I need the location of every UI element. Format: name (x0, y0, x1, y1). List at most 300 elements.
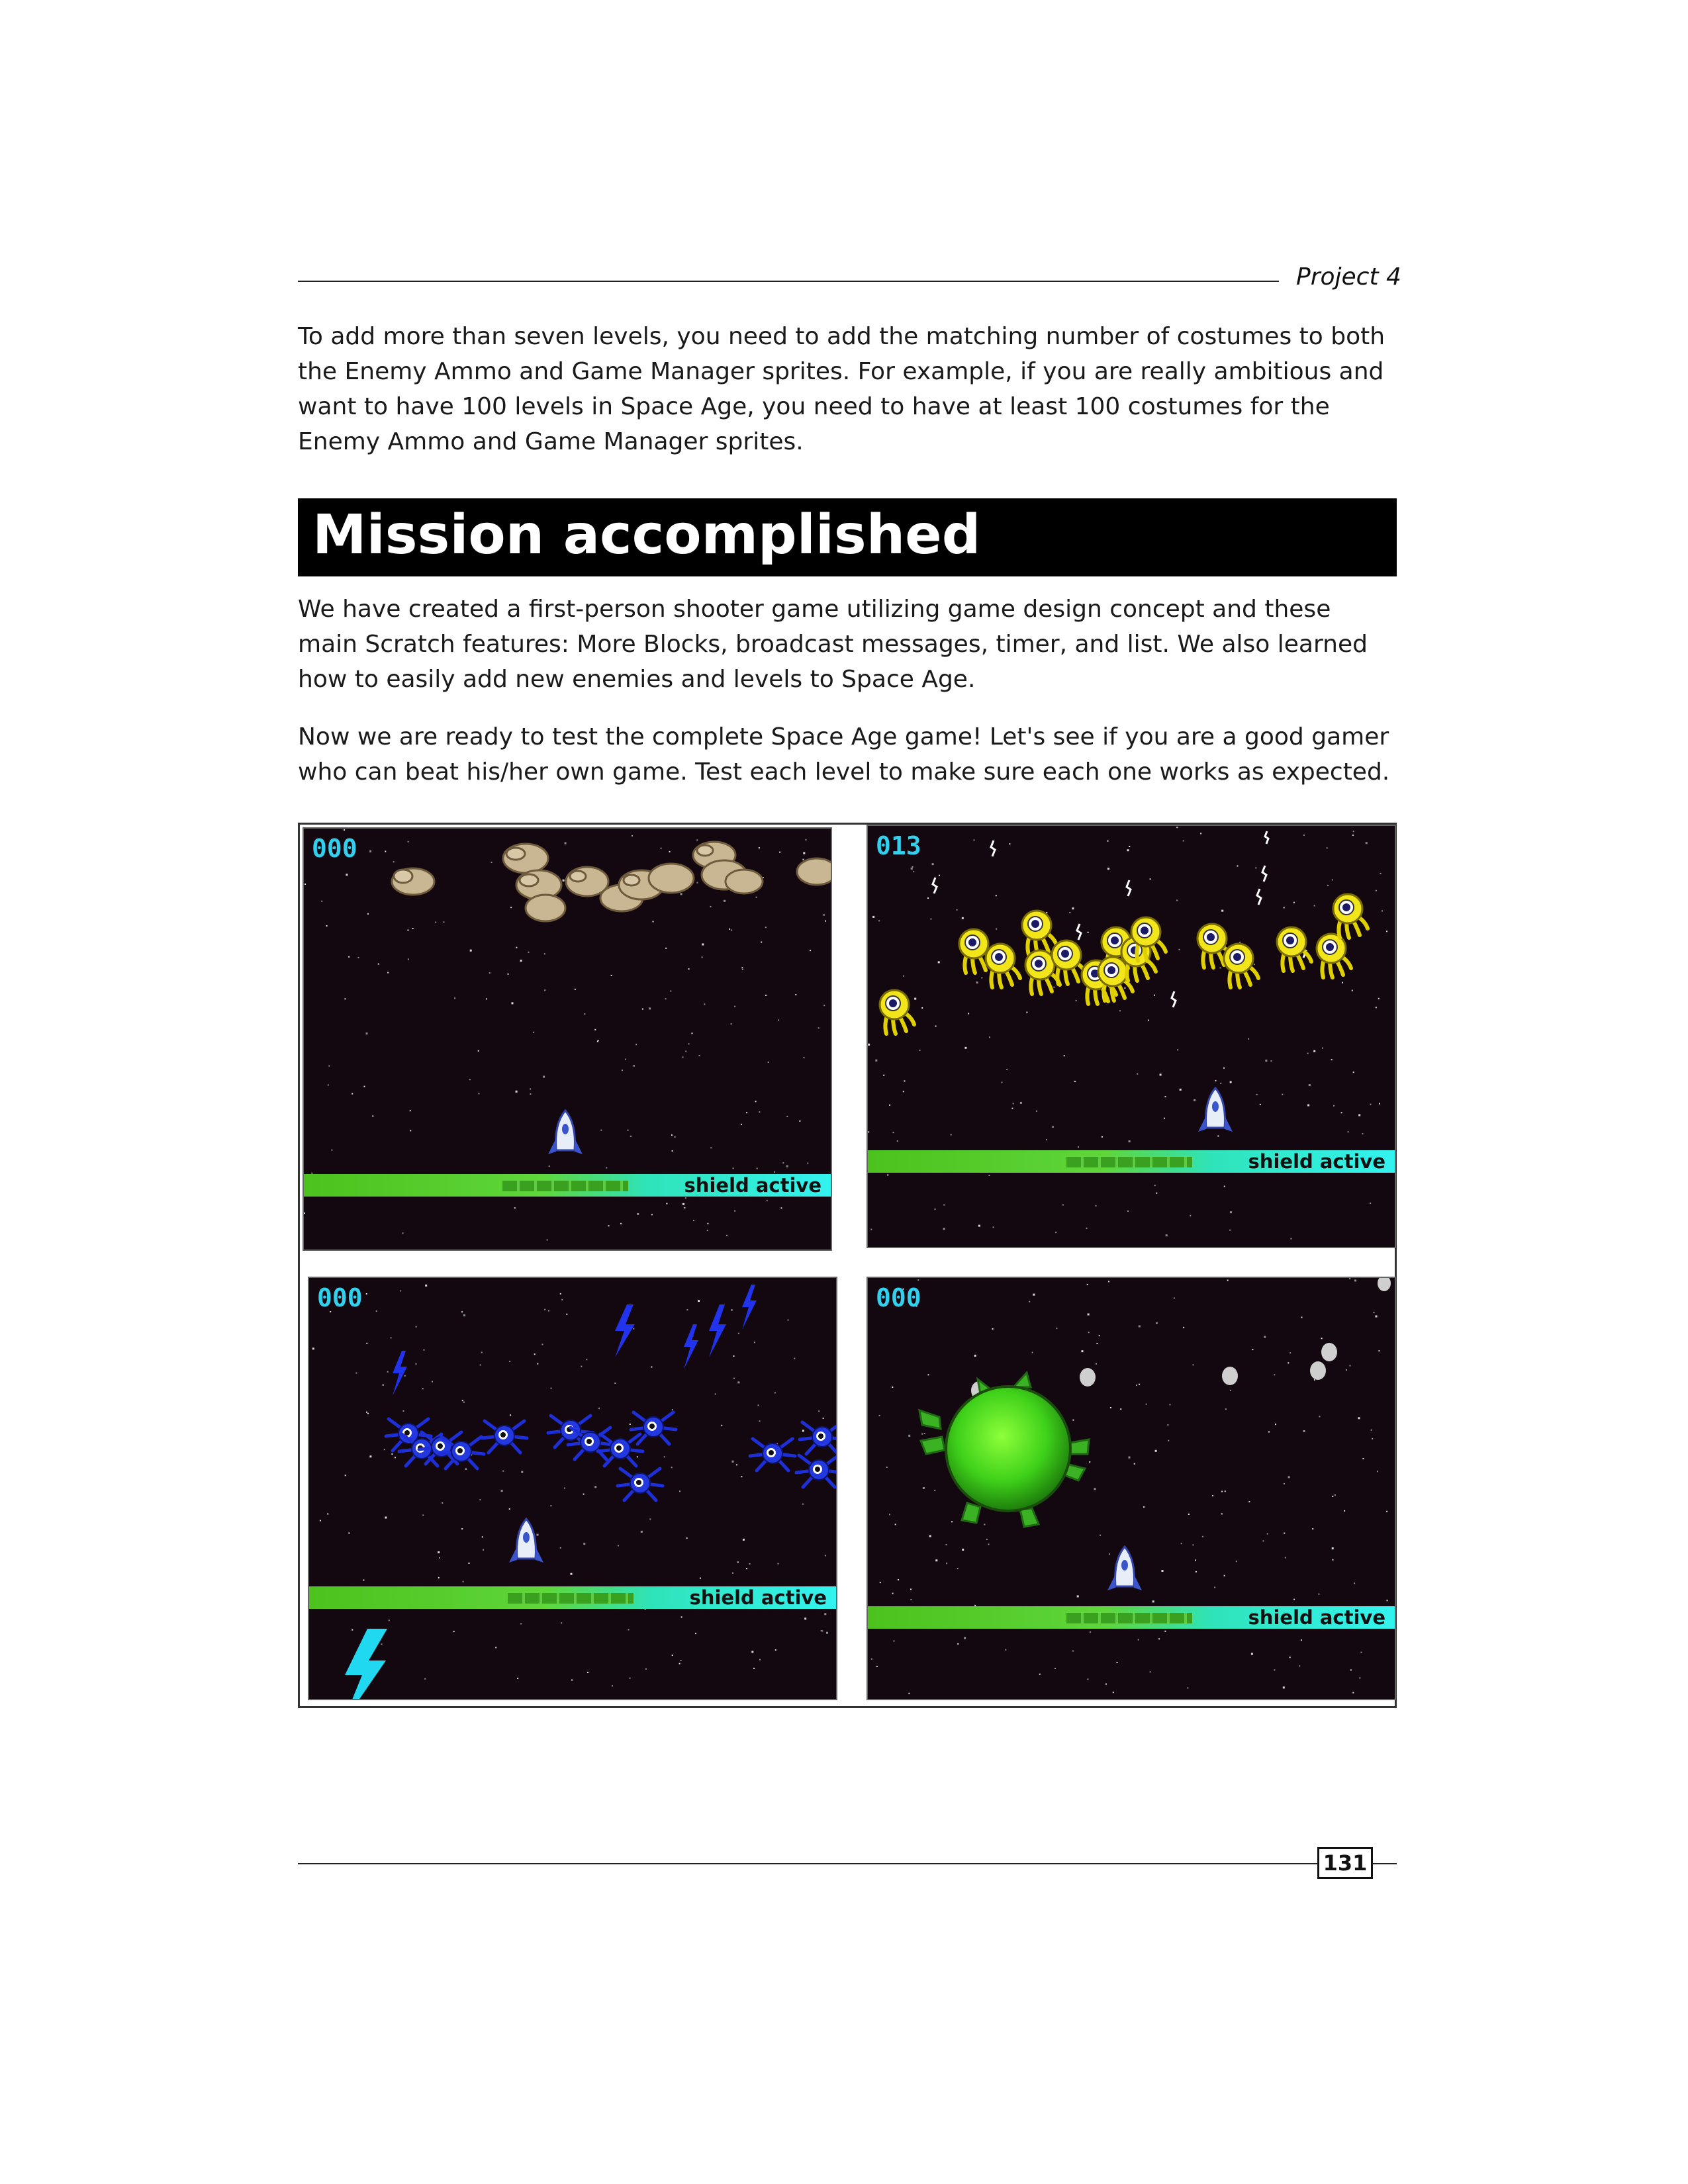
star-dot (1225, 1408, 1227, 1410)
star-dot (1166, 1234, 1168, 1236)
section-title: Mission accomplished (312, 504, 981, 567)
star-dot (584, 1013, 585, 1015)
star-dot (422, 1514, 424, 1516)
star-dot (1267, 1533, 1268, 1535)
enemy-shot-icon (991, 841, 995, 856)
star-dot (1288, 1362, 1289, 1363)
star-dot (696, 839, 698, 841)
star-dot (495, 1647, 496, 1648)
star-dot (968, 1013, 969, 1015)
star-dot (661, 848, 662, 849)
asteroid-icon (726, 870, 763, 893)
star-dot (598, 1408, 600, 1409)
star-dot (951, 1521, 953, 1522)
star-dot (743, 1539, 745, 1541)
star-dot (1374, 1312, 1375, 1313)
star-dot (534, 1353, 536, 1355)
asteroid-field (392, 842, 832, 921)
enemy-shot-icon (1077, 924, 1081, 940)
star-dot (594, 1486, 596, 1488)
star-dot (981, 978, 982, 979)
star-dot (1293, 902, 1295, 903)
star-dot (1160, 1073, 1162, 1075)
spider-scene (309, 1278, 837, 1700)
star-dot (765, 995, 767, 996)
star-dot (1165, 1096, 1166, 1097)
star-dot (410, 1130, 411, 1131)
star-dot (594, 1029, 596, 1030)
star-dot (1100, 1535, 1101, 1536)
star-dot (465, 1469, 467, 1470)
star-dot (1379, 1103, 1380, 1105)
spider-enemy-icon (568, 1428, 613, 1459)
star-dot (1352, 990, 1353, 991)
star-dot (670, 991, 671, 992)
star-dot (921, 1433, 923, 1435)
star-dot (1229, 1230, 1231, 1231)
star-dot (986, 1539, 988, 1540)
star-dot (1215, 1080, 1217, 1081)
star-dot (533, 1032, 534, 1033)
star-dot (1212, 1495, 1213, 1496)
star-dot (1082, 1350, 1084, 1352)
star-dot (686, 1309, 688, 1310)
star-dot (1354, 1279, 1356, 1281)
star-dot (935, 1026, 937, 1027)
star-dot (904, 1080, 906, 1081)
star-dot (1282, 1094, 1283, 1095)
star-dot (480, 1365, 481, 1366)
star-dot (512, 1002, 514, 1004)
octopus-enemy-icon (986, 944, 1020, 987)
star-dot (463, 1581, 464, 1582)
star-dot (571, 1573, 573, 1575)
octopus-enemy-icon (1022, 911, 1056, 954)
star-dot (696, 882, 698, 884)
star-dot (372, 1115, 373, 1116)
star-dot (802, 1430, 804, 1432)
star-dot (383, 1385, 384, 1386)
star-dot (470, 950, 472, 952)
star-dot (1164, 1631, 1166, 1632)
star-dot (875, 1060, 877, 1062)
star-dot (1237, 866, 1239, 867)
star-dot (1230, 1081, 1232, 1083)
star-dot (355, 1373, 357, 1374)
star-dot (1376, 1316, 1378, 1318)
spider-swarm (386, 1412, 837, 1500)
star-dot (672, 1655, 673, 1656)
star-dot (1341, 1112, 1342, 1113)
star-dot (823, 1005, 825, 1006)
star-dot (381, 1643, 383, 1645)
star-dot (1072, 1420, 1074, 1421)
star-dot (1177, 1049, 1178, 1050)
boss-projectile-icon (1080, 1368, 1096, 1387)
star-dot (1314, 1379, 1315, 1381)
star-dot (992, 1328, 994, 1330)
star-dot (1220, 1083, 1221, 1084)
star-dot (732, 1572, 733, 1574)
star-dot (680, 893, 682, 895)
star-dot (974, 839, 975, 841)
star-dot (824, 1613, 826, 1615)
star-dot (1009, 843, 1010, 844)
star-dot (491, 862, 492, 863)
player-spaceship-icon (509, 1519, 543, 1563)
star-dot (732, 1461, 734, 1463)
star-dot (1327, 885, 1329, 886)
star-dot (587, 1672, 588, 1673)
star-dot (542, 1343, 543, 1345)
star-dot (821, 1630, 822, 1631)
star-dot (612, 1685, 613, 1686)
star-dot (544, 953, 545, 954)
star-dot (649, 1007, 651, 1009)
star-dot (1181, 1543, 1182, 1544)
star-dot (478, 1050, 479, 1052)
star-dot (1188, 1514, 1190, 1515)
star-dot (454, 997, 455, 999)
enemy-shot-icon (1265, 831, 1268, 844)
star-dot (1275, 1424, 1276, 1425)
star-dot (469, 1079, 471, 1080)
star-dot (910, 1599, 912, 1600)
star-dot (914, 998, 916, 1000)
star-dot (1129, 846, 1130, 847)
star-dot (878, 920, 880, 921)
star-dot (1348, 1131, 1349, 1132)
footer-rule (298, 1863, 1397, 1864)
star-dot (1289, 1352, 1291, 1353)
star-dot (951, 1134, 952, 1136)
star-dot (962, 1549, 964, 1551)
star-dot (759, 1420, 761, 1422)
star-dot (1309, 1084, 1311, 1086)
star-dot (988, 1543, 990, 1545)
star-dot (759, 847, 760, 848)
star-dot (1349, 1365, 1350, 1367)
star-dot (461, 1528, 463, 1529)
star-dot (366, 1412, 367, 1413)
star-dot (1220, 967, 1221, 968)
star-dot (1129, 1140, 1131, 1142)
star-dot (358, 957, 359, 958)
star-dot (749, 1563, 751, 1565)
shield-status-bar (309, 1586, 836, 1609)
star-dot (917, 1279, 919, 1281)
star-dot (1285, 1557, 1286, 1559)
star-dot (868, 1044, 870, 1046)
star-dot (964, 1637, 966, 1639)
star-dot (886, 1467, 888, 1468)
star-dot (702, 944, 704, 946)
star-dot (1331, 1059, 1333, 1060)
star-dot (1150, 1671, 1151, 1672)
star-dot (571, 1680, 573, 1681)
star-dot (734, 1006, 735, 1007)
star-dot (671, 1134, 673, 1136)
star-dot (664, 1456, 665, 1457)
star-dot (1221, 910, 1223, 912)
star-dot (1011, 1108, 1013, 1109)
star-dot (741, 967, 743, 968)
star-dot (939, 875, 940, 876)
star-dot (826, 1632, 828, 1634)
game-panel-spiders (308, 1277, 837, 1700)
star-dot (1377, 1471, 1378, 1472)
star-dot (774, 1171, 775, 1173)
star-dot (501, 1490, 503, 1492)
star-dot (702, 956, 703, 958)
spider-enemy-icon (598, 1434, 643, 1466)
star-dot (1039, 1674, 1041, 1675)
star-dot (1046, 1139, 1047, 1140)
star-dot (681, 1616, 682, 1617)
star-dot (1053, 1126, 1054, 1128)
star-dot (1288, 1476, 1290, 1478)
star-dot (818, 1027, 820, 1028)
star-dot (614, 1383, 616, 1384)
star-dot (651, 1367, 652, 1368)
star-dot (628, 1629, 630, 1631)
star-dot (1109, 1553, 1110, 1555)
star-dot (510, 907, 512, 908)
star-dot (1020, 1102, 1022, 1104)
star-dot (326, 925, 328, 927)
star-dot (395, 1457, 396, 1458)
star-dot (741, 1476, 742, 1477)
star-dot (721, 1425, 722, 1426)
star-dot (724, 900, 726, 902)
star-dot (1376, 1007, 1377, 1008)
boss-projectile-icon (1222, 1367, 1238, 1385)
star-dot (1143, 1506, 1145, 1508)
star-dot (898, 1579, 899, 1580)
star-dot (889, 1514, 890, 1515)
star-dot (1138, 1639, 1139, 1641)
star-dot (549, 1165, 550, 1167)
star-dot (746, 1568, 747, 1569)
star-dot (384, 1449, 385, 1450)
star-dot (903, 1091, 904, 1092)
enemy-shot-icon (1262, 866, 1266, 882)
star-dot (439, 1557, 440, 1559)
star-dot (510, 1414, 511, 1416)
shield-energy-meter (1066, 1613, 1192, 1623)
starfield (312, 1285, 828, 1686)
star-dot (537, 1363, 538, 1365)
star-dot (1154, 1185, 1156, 1186)
star-dot (1376, 890, 1377, 891)
lightning-bolt-icon (393, 1351, 407, 1396)
star-dot (641, 1531, 643, 1533)
star-dot (1105, 1684, 1107, 1685)
star-dot (685, 1051, 686, 1052)
star-dot (575, 989, 576, 990)
star-dot (946, 1563, 947, 1564)
star-dot (1193, 1364, 1194, 1365)
star-dot (1255, 867, 1256, 868)
star-dot (630, 1678, 631, 1679)
star-dot (1169, 1404, 1170, 1405)
star-dot (1183, 1327, 1184, 1328)
star-dot (517, 1678, 518, 1679)
star-dot (757, 1168, 758, 1169)
star-dot (1358, 1115, 1360, 1116)
star-dot (957, 1643, 959, 1645)
star-dot (1088, 1314, 1090, 1316)
lightning-bolt-icon (684, 1324, 698, 1369)
star-dot (807, 1163, 808, 1164)
star-dot (1380, 873, 1382, 874)
star-dot (422, 1388, 424, 1389)
star-dot (1096, 1205, 1097, 1206)
star-dot (1318, 1594, 1319, 1595)
star-dot (806, 839, 807, 841)
star-dot (502, 1471, 504, 1472)
star-dot (1256, 1094, 1258, 1095)
star-dot (1342, 982, 1343, 983)
shield-label: shield active (1248, 1150, 1385, 1173)
star-dot (352, 1093, 353, 1095)
star-dot (1265, 1060, 1267, 1062)
star-dot (547, 1240, 548, 1241)
star-dot (1056, 1328, 1057, 1329)
octopus-scene (868, 826, 1396, 1248)
star-dot (669, 851, 671, 852)
star-dot (1176, 900, 1178, 901)
player-spaceship-icon (1107, 1547, 1142, 1590)
star-dot (1055, 1232, 1056, 1233)
star-dot (520, 960, 522, 962)
star-dot (1094, 1488, 1096, 1490)
star-dot (688, 968, 690, 970)
star-dot (935, 1559, 937, 1561)
star-dot (759, 1111, 760, 1113)
star-dot (908, 1693, 910, 1694)
star-dot (443, 921, 444, 923)
star-dot (1366, 842, 1368, 844)
star-dot (1382, 910, 1383, 911)
star-dot (825, 1555, 826, 1557)
star-dot (416, 1363, 417, 1365)
star-dot (1164, 1118, 1165, 1119)
star-dot (731, 1309, 733, 1310)
star-dot (1260, 1104, 1261, 1105)
star-dot (1386, 1511, 1387, 1512)
star-dot (346, 874, 348, 876)
star-dot (989, 1036, 990, 1038)
star-dot (767, 1200, 768, 1201)
green-boss-icon (919, 1373, 1089, 1527)
star-dot (1127, 1210, 1129, 1212)
star-dot (486, 998, 487, 999)
star-dot (704, 1003, 705, 1005)
star-dot (688, 1043, 690, 1044)
star-dot (919, 1050, 921, 1051)
star-dot (1283, 1686, 1285, 1688)
star-dot (1026, 1012, 1027, 1013)
star-dot (461, 1311, 463, 1312)
star-dot (1139, 1326, 1141, 1328)
star-dot (964, 1047, 966, 1049)
power-up-lightning-icon (342, 1629, 387, 1700)
star-dot (1072, 1651, 1074, 1652)
star-dot (876, 1666, 878, 1667)
asteroid-icon (526, 895, 565, 921)
star-dot (737, 1561, 739, 1563)
star-dot (1064, 1055, 1065, 1056)
star-dot (883, 1075, 884, 1076)
star-dot (1107, 868, 1109, 870)
star-dot (786, 1165, 788, 1167)
shield-energy-meter (1066, 1157, 1192, 1167)
star-dot (799, 1120, 800, 1122)
boss-projectile-icon (1378, 1278, 1391, 1291)
star-dot (561, 1299, 563, 1300)
star-dot (1002, 1082, 1003, 1083)
star-dot (565, 842, 567, 844)
star-dot (781, 1207, 782, 1208)
star-dot (1146, 1404, 1147, 1405)
star-dot (821, 1630, 823, 1631)
star-dot (734, 1210, 735, 1212)
star-dot (1137, 1073, 1138, 1075)
star-dot (438, 1551, 440, 1553)
star-dot (872, 916, 874, 918)
star-dot (672, 1409, 673, 1410)
star-dot (1353, 831, 1354, 832)
star-dot (1077, 1596, 1079, 1598)
star-dot (1088, 1332, 1090, 1333)
star-dot (868, 1131, 869, 1132)
star-dot (910, 1588, 912, 1590)
star-dot (1099, 1335, 1100, 1336)
star-dot (424, 1678, 426, 1680)
asteroid-icon (797, 858, 832, 885)
star-dot (312, 1347, 314, 1349)
star-dot (976, 981, 978, 983)
star-dot (1196, 1571, 1197, 1572)
star-dot (1332, 1496, 1333, 1497)
star-dot (630, 1424, 631, 1425)
star-dot (1180, 1089, 1182, 1091)
star-dot (1154, 995, 1155, 996)
star-dot (1314, 905, 1315, 907)
asteroid-icon (392, 868, 434, 895)
star-dot (469, 1563, 470, 1564)
star-dot (530, 1089, 531, 1090)
star-dot (731, 1023, 732, 1024)
star-dot (1152, 1600, 1154, 1602)
star-dot (1387, 1600, 1388, 1601)
star-dot (345, 1475, 346, 1476)
star-dot (754, 1342, 755, 1343)
game-panel-asteroids (303, 827, 832, 1251)
spider-enemy-icon (796, 1455, 837, 1487)
star-dot (695, 1633, 696, 1634)
lightning-bolt-icon (742, 1285, 757, 1330)
star-dot (675, 1136, 676, 1138)
star-dot (1362, 1133, 1364, 1134)
octopus-enemy-icon (1277, 927, 1311, 971)
star-dot (1202, 1536, 1203, 1537)
star-dot (1358, 1417, 1360, 1419)
star-dot (741, 1124, 742, 1125)
star-dot (693, 1220, 694, 1221)
star-dot (391, 1453, 393, 1455)
